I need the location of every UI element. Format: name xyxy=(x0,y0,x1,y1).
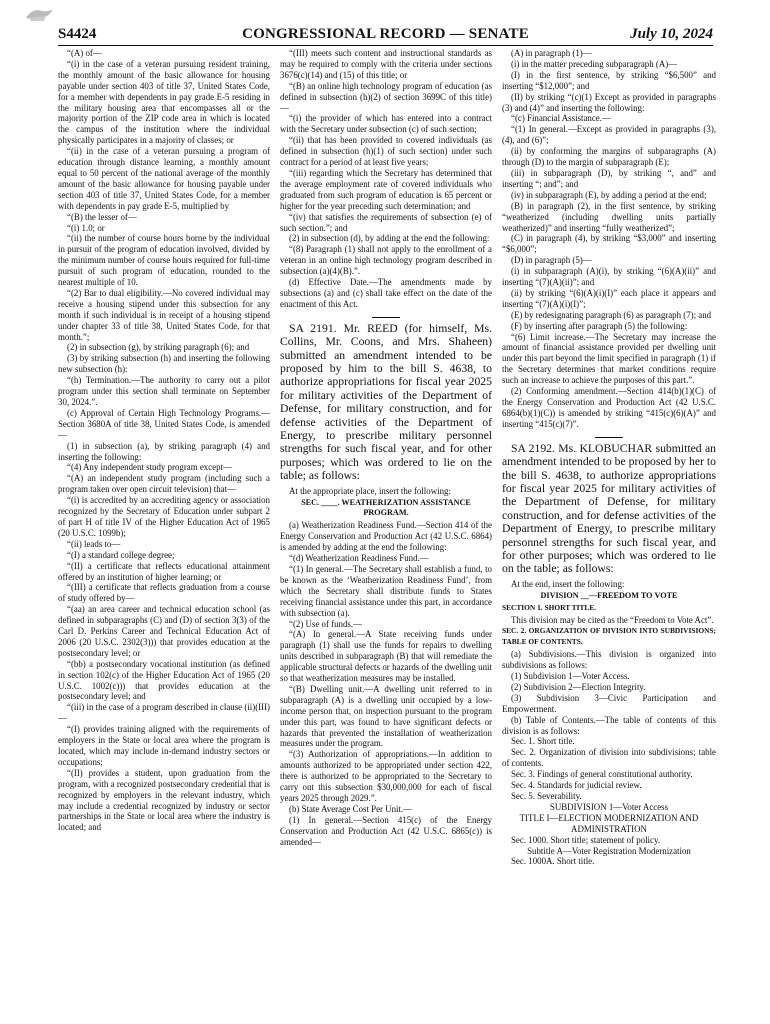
paragraph: “(h) Termination.—The authority to carry out a pilot program under this section shall terminate on September 30, 2024.”. xyxy=(58,375,270,407)
paragraph: “(1) In general.—Except as provided in paragraphs (3), (4), and (6)”; xyxy=(502,124,716,146)
paragraph: “(B) Dwelling unit.—A dwelling unit referred to in subparagraph (A) is a dwelling unit occupied by a low-income person that, on inspection pursuant to the program under this part, was found to have significant defects or hazards that prevented the installation of weatherization measures under the program. xyxy=(280,683,492,749)
toc-entry: Sec. 5. Severability. xyxy=(511,791,582,801)
paragraph: “(ii) the number of course hours borne by the individual in pursuit of the program of education involved, divided by the minimum number of course hours required for full-time pursuit of such program of education, rounded to the nearest multiple of 10. xyxy=(58,233,270,288)
amendment-sa-2191: SA 2191. Mr. REED (for himself, Ms. Collins, Mr. Coons, and Mrs. Shaheen) submitted an amendment intended to be proposed by him to the bill S. 4638, to authorize appropriations for fiscal year 2025 for military activities of the Department of Defense, for military construction, and for defense activities of the Department of Energy, to prescribe military personnel strengths for such fiscal year, and for other purposes; which was ordered to lie on the table; as follows: xyxy=(280,321,492,483)
paragraph: (D) in paragraph (5)— xyxy=(511,255,592,266)
toc-entry: Sec. 1. Short title. xyxy=(511,736,575,747)
paragraph: “(8) Paragraph (1) shall not apply to the enrollment of a veteran in an online high technology program described in subsection (a)(4)(B).”. xyxy=(280,244,492,277)
paragraph: (1) Subdivision 1—Voter Access. xyxy=(511,671,630,682)
paragraph: (ii) by striking “(6)(A)(i)(I)” each place it appears and inserting “(7)(A)(i)(I)”; xyxy=(502,287,716,309)
text-column-2 xyxy=(280,48,492,1010)
paragraph: “(iii) in the case of a program described in clause (ii)(III)— xyxy=(58,702,270,724)
toc-heading: TITLE I—ELECTION MODERNIZATION AND ADMINISTRATION xyxy=(519,812,699,834)
paragraph: “(III) meets such content and instructional standards as may be required to comply with the criteria under sections 3676(c)(14) and (15) of this title; or xyxy=(280,48,492,80)
paragraph: “(2) Use of funds.— xyxy=(289,618,362,629)
text-column-3 xyxy=(502,48,716,1010)
paragraph: (A) in paragraph (1)— xyxy=(511,48,592,58)
paragraph: “(B) an online high technology program of education (as defined in subsection (h)(2) of section 3699C of this title)— xyxy=(280,80,492,113)
paragraph: (ii) by conforming the margins of subparagraphs (A) through (D) to the margin of subparagraph (E); xyxy=(502,146,716,168)
section-heading: SECTION 1. SHORT TITLE. xyxy=(502,602,597,612)
paragraph: “(ii) that has been provided to covered individuals (as defined in subsection (h)(1) of such section) under such contract for a period of at least five years; xyxy=(280,135,492,168)
toc-entry: Sec. 1000A. Short title. xyxy=(511,856,595,867)
toc-entry: Sec. 4. Standards for judicial review. xyxy=(511,780,642,791)
paragraph: (a) Subdivisions.—This division is organized into subdivisions as follows: xyxy=(502,649,716,671)
amendment-sa-2192: SA 2192. Ms. KLOBUCHAR submitted an amendment intended to be proposed by her to the bill S. 4638, to authorize appropriations for fiscal year 2025 for military activities of the Department of Defense, for military construction, and for defense activities of the Department of Energy, to prescribe military personnel strengths for such fiscal year, and for other purposes; which was ordered to lie on the table; as follows: xyxy=(502,441,716,576)
paragraph: At the appropriate place, insert the following: xyxy=(289,485,451,496)
paragraph: “(1) In general.—The Secretary shall establish a fund, to be known as the ‘Weatherization Readiness Fund’, from which the Secretary shall distribute funds to States receiving financial assistance under this part, in accordance with subsection (a). xyxy=(280,563,492,618)
paragraph: (3) Subdivision 3—Civic Participation and Empowerment. xyxy=(502,692,716,714)
paragraph: (E) by redesignating paragraph (6) as paragraph (7); and xyxy=(511,309,712,320)
paragraph: (II) by striking “(c)(1) Except as provided in paragraphs (3) and (4)” and inserting the following: xyxy=(502,91,716,113)
paragraph: “(B) the lesser of— xyxy=(67,211,137,222)
paragraph: (2) Subdivision 2—Election Integrity. xyxy=(511,681,646,692)
section-divider xyxy=(372,317,400,318)
paragraph: “(bb) a postsecondary vocational institution (as defined in section 102(c) of the Higher Education Act of 1965 (20 U.S.C. 1002(c))) that provides education at the postsecondary level; and xyxy=(58,658,270,702)
paragraph: (I) in the first sentence, by striking “$6,500” and inserting “$12,000”; and xyxy=(502,69,716,91)
page-header xyxy=(58,26,713,46)
paragraph: (b) State Average Cost Per Unit.— xyxy=(289,803,413,814)
paragraph: (a) Weatherization Readiness Fund.—Section 414 of the Energy Conservation and Production Act (42 U.S.C. 6864) is amended by adding at the end the following: xyxy=(280,520,492,553)
toc-heading: SUBDIVISION 1—Voter Access xyxy=(549,801,669,812)
page-number: S4424 xyxy=(58,26,97,42)
paragraph: (C) in paragraph (4), by striking “$3,000” and inserting “$6,000”; xyxy=(502,233,716,255)
paragraph: (3) by striking subsection (h) and inserting the following new subsection (h): xyxy=(58,353,270,375)
paragraph: “(i) is accredited by an accrediting agency or association recognized by the Secretary of Education under subpart 2 of part H of title IV of the Higher Education Act of 1965 (20 U.S.C. 1099b); xyxy=(58,495,270,538)
paragraph: (iv) in subparagraph (E), by adding a period at the end; xyxy=(511,189,707,200)
paragraph: (i) in subparagraph (A)(i), by striking “(6)(A)(ii)” and inserting “(7)(A)(ii)”; and xyxy=(502,266,716,288)
paragraph: “(A) In general.—A State receiving funds under paragraph (1) shall use the funds for repairs to dwelling units described in subparagraph (B) that will remediate the applicable structural defects or hazards of the dwelling unit so that weatherization measures may be installed. xyxy=(280,629,492,684)
paragraph: “(d) Weatherization Readiness Fund.— xyxy=(289,553,429,564)
paragraph: “(ii) leads to— xyxy=(67,538,121,549)
paragraph: At the end, insert the following: xyxy=(511,578,625,589)
section-divider xyxy=(595,437,623,438)
paragraph: (b) Table of Contents.—The table of contents of this division is as follows: xyxy=(502,714,716,736)
paragraph: “(I) a standard college degree; xyxy=(67,549,175,560)
paragraph: “(ii) in the case of a veteran pursuing a program of education through distance learning, a monthly amount equal to 50 percent of the national average of the monthly amount of the basic allowance for housing payable under section 403 of title 37, United States Code, for a member with dependents in pay grade E-5, multiplied by xyxy=(58,146,270,211)
paragraph: “(i) in the case of a veteran pursuing resident training, the monthly amount of the basic allowance for housing payable under section 403 of title 37, United States Code, for a member with dependents in pay grade E-5 residing in the military housing area that encompasses all or the majority portion of the ZIP code area in which is located the campus of the institution where the individual physically participates in a majority of classes; or xyxy=(58,58,270,146)
paragraph: “(i) the provider of which has entered into a contract with the Secretary under subsection (c) of such section; xyxy=(280,113,492,135)
paragraph: “(4) Any independent study program except— xyxy=(67,462,232,473)
toc-heading: Subtitle A—Voter Registration Modernization xyxy=(527,845,691,856)
text-column-1 xyxy=(58,48,270,1010)
paragraph: “(3) Authorization of appropriations.—In addition to amounts authorized to be appropriated under section 422, there is authorized to be appropriated to the Secretary to carry out this subsection $30,000,000 for each of fiscal years 2025 through 2029.”. xyxy=(280,749,492,803)
paragraph: “(I) provides training aligned with the requirements of employers in the State or local area where the program is located, which may include in-demand industry sectors or occupations; xyxy=(58,724,270,767)
paragraph: “(A) of— xyxy=(67,48,102,58)
gpo-seal-icon xyxy=(22,6,56,24)
toc-entry: Sec. 1000. Short title; statement of policy. xyxy=(511,834,661,845)
paragraph: (c) Approval of Certain High Technology Programs.—Section 3680A of title 38, United States Code, is amended— xyxy=(58,407,270,440)
paragraph: (1) in subsection (a), by striking paragraph (4) and inserting the following: xyxy=(58,440,270,462)
paragraph: “(iii) regarding which the Secretary has determined that the average employment rate of covered individuals who graduated from such program of education is 65 percent or higher for the year preceding such determination; and xyxy=(280,167,492,211)
toc-entry: Sec. 2. Organization of division into subdivisions; table of contents. xyxy=(502,747,716,769)
paragraph: (F) by inserting after paragraph (5) the following: xyxy=(511,320,688,331)
paragraph: (2) in subsection (d), by adding at the end the following: xyxy=(289,233,490,244)
publication-title: CONGRESSIONAL RECORD — SENATE xyxy=(242,26,529,42)
paragraph: “(A) an independent study program (including such a program taken over open circuit television) that— xyxy=(58,473,270,495)
header-rule xyxy=(58,45,713,46)
paragraph: (d) Effective Date.—The amendments made by subsections (a) and (c) shall take effect on the date of the enactment of this Act. xyxy=(280,277,492,309)
paragraph: “(III) a certificate that reflects graduation from a course of study offered by— xyxy=(58,582,270,604)
section-heading: SEC. ____. WEATHERIZATION ASSISTANCE PROGRAM. xyxy=(301,497,471,518)
paragraph: “(c) Financial Assistance.— xyxy=(511,113,611,124)
division-heading: DIVISION __—FREEDOM TO VOTE xyxy=(540,590,678,600)
paragraph: “(aa) an area career and technical education school (as defined in subparagraphs (C) and (D) of section 3(3) of the Carl D. Perkins Career and Technical Education Act of 2006 (20 U.S.C. 2302(3))) that provides education at the postsecondary level; or xyxy=(58,604,270,658)
paragraph: This division may be cited as the “Freedom to Vote Act”. xyxy=(511,614,714,625)
paragraph: (iii) in subparagraph (D), by striking “, and” and inserting “; and”; and xyxy=(502,167,716,189)
toc-entry: Sec. 3. Findings of general constitutional authority. xyxy=(511,769,693,780)
paragraph: (2) Conforming amendment.—Section 414(b)(1)(C) of the Energy Conservation and Production Act (42 U.S.C. 6864(b)(1)(C)) is amended by striking “415(c)(6)(A)” and inserting “415(c)(7)”. xyxy=(502,386,716,429)
paragraph: “(2) Bar to dual eligibility.—No covered individual may receive a housing stipend under this subsection for any month if such individual is in receipt of a housing stipend under chapter 33 of title 38, United States Code, for that month.”; xyxy=(58,287,270,342)
publication-date: July 10, 2024 xyxy=(630,26,713,42)
paragraph: (1) In general.—Section 415(c) of the Energy Conservation and Production Act (42 U.S.C. 6865(c)) is amended— xyxy=(280,814,492,847)
paragraph: “(iv) that satisfies the requirements of subsection (e) of such section.”; and xyxy=(280,211,492,233)
paragraph: (B) in paragraph (2), in the first sentence, by striking “weatherized (including dwelling units partially weatherized)” and inserting “fully weatherized”; xyxy=(502,200,716,233)
paragraph: (2) in subsection (g), by striking paragraph (6); and xyxy=(67,342,250,353)
paragraph: “(i) 1.0; or xyxy=(67,222,105,233)
section-heading: SEC. 2. ORGANIZATION OF DIVISION INTO SUBDIVISIONS; TABLE OF CONTENTS. xyxy=(502,626,716,647)
paragraph: “(II) provides a student, upon graduation from the program, with a recognized postsecondary credential that is recognized by employers in the relevant industry, which may include a credential recognized by industry or sector partnerships in the State or local area where the industry is located; and xyxy=(58,767,270,833)
paragraph: (i) in the matter preceding subparagraph (A)— xyxy=(511,58,678,69)
paragraph: “(6) Limit increase.—The Secretary may increase the amount of financial assistance provided per dwelling unit under this part beyond the limit specified in paragraph (1) if the Secretary determines that market conditions require such an increase to achieve the purposes of this part.”. xyxy=(502,331,716,386)
paragraph: “(II) a certificate that reflects educational attainment offered by an institution of higher learning; or xyxy=(58,560,270,582)
